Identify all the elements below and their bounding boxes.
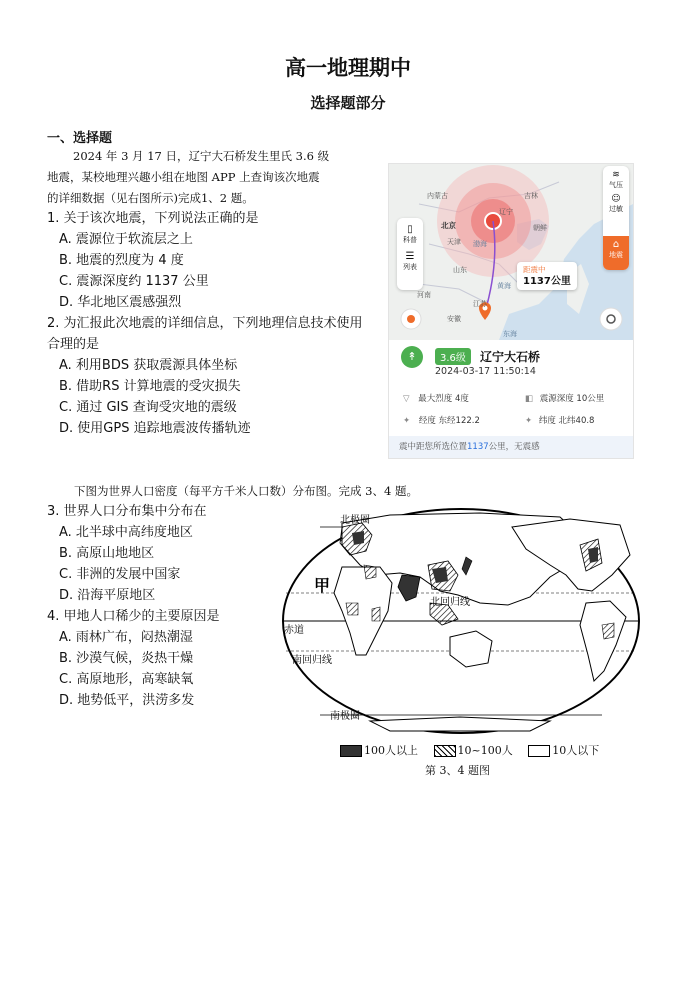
latitude-icon: ✦ <box>525 416 533 426</box>
page-title: 高一地理期中 <box>285 55 411 80</box>
intro1-line2: 地震，某校地理兴趣小组在地图 APP 上查询该次地震 <box>47 170 320 184</box>
longitude-row <box>403 414 480 426</box>
world-population-map <box>280 505 642 737</box>
question-2-stem-line1: 2. 为汇报此次地震的详细信息，下列地理信息技术使用 <box>47 316 363 331</box>
question-4-option-a: A. 雨林广布，闷热潮湿 <box>59 630 193 645</box>
earthquake-info-card <box>389 340 633 458</box>
question-1 <box>47 208 387 313</box>
legend-swatch-medium <box>434 745 456 757</box>
pressure-button[interactable] <box>603 166 629 190</box>
kepu-button-label: 科普 <box>403 236 417 244</box>
question-4-option-d: D. 地势低平，洪涝多发 <box>59 693 195 708</box>
section-heading: 一、选择题 <box>47 131 113 146</box>
question-3-stem: 3. 世界人口分布集中分布在 <box>47 504 207 519</box>
question-4-option-b: B. 沙漠气候，炎热干燥 <box>59 651 194 666</box>
map-caption: 第 3、4 题图 <box>425 764 490 777</box>
question-2-option-a: A. 利用BDS 获取震源具体坐标 <box>59 358 238 373</box>
map-label-anhui: 安徽 <box>447 315 461 323</box>
book-icon: ▯ <box>407 224 413 235</box>
map-legend <box>340 742 599 758</box>
intro-paragraph-1 <box>47 146 387 209</box>
intro1-line1: 2024 年 3 月 17 日，辽宁大石桥发生里氏 3.6 级 <box>73 149 330 163</box>
question-1-stem: 1. 关于该次地震，下列说法正确的是 <box>47 211 259 226</box>
label-south-polar: 南极圈 <box>330 711 360 722</box>
quake-icon: ↟ <box>401 346 423 368</box>
question-1-option-c: C. 震源深度约 1137 公里 <box>59 274 209 289</box>
question-4-stem: 4. 甲地人口稀少的主要原因是 <box>47 609 220 624</box>
intensity-row <box>403 392 469 404</box>
map-label-bohai: 渤海 <box>473 240 487 248</box>
right-toolbar <box>603 166 629 270</box>
distance-callout-line2: 1137公里 <box>523 276 571 287</box>
question-3-option-d: D. 沿海平原地区 <box>59 588 156 603</box>
latitude-text: 纬度 北纬40.8 <box>538 416 595 426</box>
earthquake-app-screenshot <box>388 163 634 459</box>
map-label-donghai: 东海 <box>503 330 517 338</box>
question-1-option-a: A. 震源位于软流层之上 <box>59 232 193 247</box>
app-map-view <box>389 164 633 340</box>
page-subtitle: 选择题部分 <box>310 94 386 112</box>
label-tropic-capricorn: 南回归线 <box>292 655 332 666</box>
layer-icon <box>407 315 415 323</box>
map-label-tianjin: 天津 <box>447 238 461 246</box>
allergy-button-label: 过敏 <box>609 205 623 213</box>
question-3 <box>47 501 297 606</box>
legend-swatch-sparse <box>528 745 550 757</box>
map-label-neimenggu: 内蒙古 <box>427 192 448 200</box>
house-icon: ⌂ <box>612 239 620 250</box>
distance-callout <box>517 262 577 290</box>
legend-medium-label: 10~100人 <box>457 744 513 757</box>
earthquake-map-svg <box>389 164 633 340</box>
longitude-text: 经度 东经122.2 <box>418 416 480 426</box>
question-1-option-d: D. 华北地区震感强烈 <box>59 295 182 310</box>
depth-icon: ◧ <box>525 394 534 404</box>
question-2-stem-line2: 合理的是 <box>47 337 100 352</box>
quake-place: 辽宁大石桥 <box>480 350 541 364</box>
latitude-row <box>525 414 594 426</box>
label-north-polar: 北极圈 <box>340 515 370 526</box>
map-label-shandong: 山东 <box>453 266 467 274</box>
map-label-jiangsu: 江苏 <box>473 300 487 308</box>
question-3-option-b: B. 高原山地地区 <box>59 546 155 561</box>
intro1-line3: 的详细数据（见右图所示)完成1、2 题。 <box>47 191 254 205</box>
intensity-text: 最大烈度 4度 <box>418 394 469 404</box>
kepu-button[interactable] <box>397 218 423 245</box>
question-2-option-c: C. 通过 GIS 查询受灾地的震级 <box>59 400 237 415</box>
list-button-label: 列表 <box>403 263 417 271</box>
list-button[interactable] <box>397 245 423 272</box>
legend-swatch-dense <box>340 745 362 757</box>
footer-num: 1137 <box>467 442 489 452</box>
label-equator: 赤道 <box>284 625 304 636</box>
question-3-option-a: A. 北半球中高纬度地区 <box>59 525 193 540</box>
intro-paragraph-2: 下图为世界人口密度（每平方千米人口数）分布图。完成 3、4 题。 <box>74 484 418 498</box>
question-2 <box>47 313 387 439</box>
pressure-icon: ≋ <box>612 170 620 180</box>
list-icon: ☰ <box>405 251 415 262</box>
depth-text: 震源深度 10公里 <box>539 394 605 404</box>
question-2-option-b: B. 借助RS 计算地震的受灾损失 <box>59 379 241 394</box>
footer-pre: 震中距您所选位置 <box>399 442 468 452</box>
question-4-option-c: C. 高原地形，高寒缺氧 <box>59 672 194 687</box>
map-label-beijing: 北京 <box>441 221 456 230</box>
distance-footer <box>389 436 633 458</box>
footer-post: 公里，无震感 <box>488 442 540 452</box>
question-2-option-d: D. 使用GPS 追踪地震波传播轨迹 <box>59 421 251 436</box>
map-label-chaoxian: 朝鲜 <box>533 224 547 232</box>
pressure-button-label: 气压 <box>609 181 623 189</box>
map-label-jilin: 吉林 <box>524 192 538 200</box>
depth-row <box>525 392 604 404</box>
locate-button[interactable] <box>600 308 622 330</box>
question-3-option-c: C. 非洲的发展中国家 <box>59 567 181 582</box>
label-tropic-cancer: 北回归线 <box>430 597 470 608</box>
earthquake-button[interactable] <box>603 236 629 270</box>
legend-sparse-label: 10人以下 <box>552 744 600 757</box>
map-label-liaoning: 辽宁 <box>499 208 513 216</box>
distance-callout-line1: 距震中 <box>523 265 546 274</box>
longitude-icon: ✦ <box>403 416 411 426</box>
quake-title-row <box>435 346 540 365</box>
allergy-icon: ☺ <box>611 194 621 204</box>
left-toolbar <box>397 218 423 290</box>
world-map-svg <box>280 505 642 737</box>
question-1-option-b: B. 地震的烈度为 4 度 <box>59 253 184 268</box>
earthquake-button-label: 地震 <box>609 251 623 259</box>
legend-dense-label: 100人以上 <box>364 744 418 757</box>
allergy-button[interactable] <box>603 190 629 214</box>
intensity-icon: ▽ <box>403 394 410 404</box>
map-label-henan: 河南 <box>417 291 431 299</box>
label-jia: 甲 <box>314 576 331 595</box>
question-4 <box>47 606 297 711</box>
magnitude-badge: 3.6级 <box>435 348 471 365</box>
quake-time: 2024-03-17 11:50:14 <box>435 366 536 377</box>
map-label-huanghai: 黄海 <box>497 282 511 290</box>
